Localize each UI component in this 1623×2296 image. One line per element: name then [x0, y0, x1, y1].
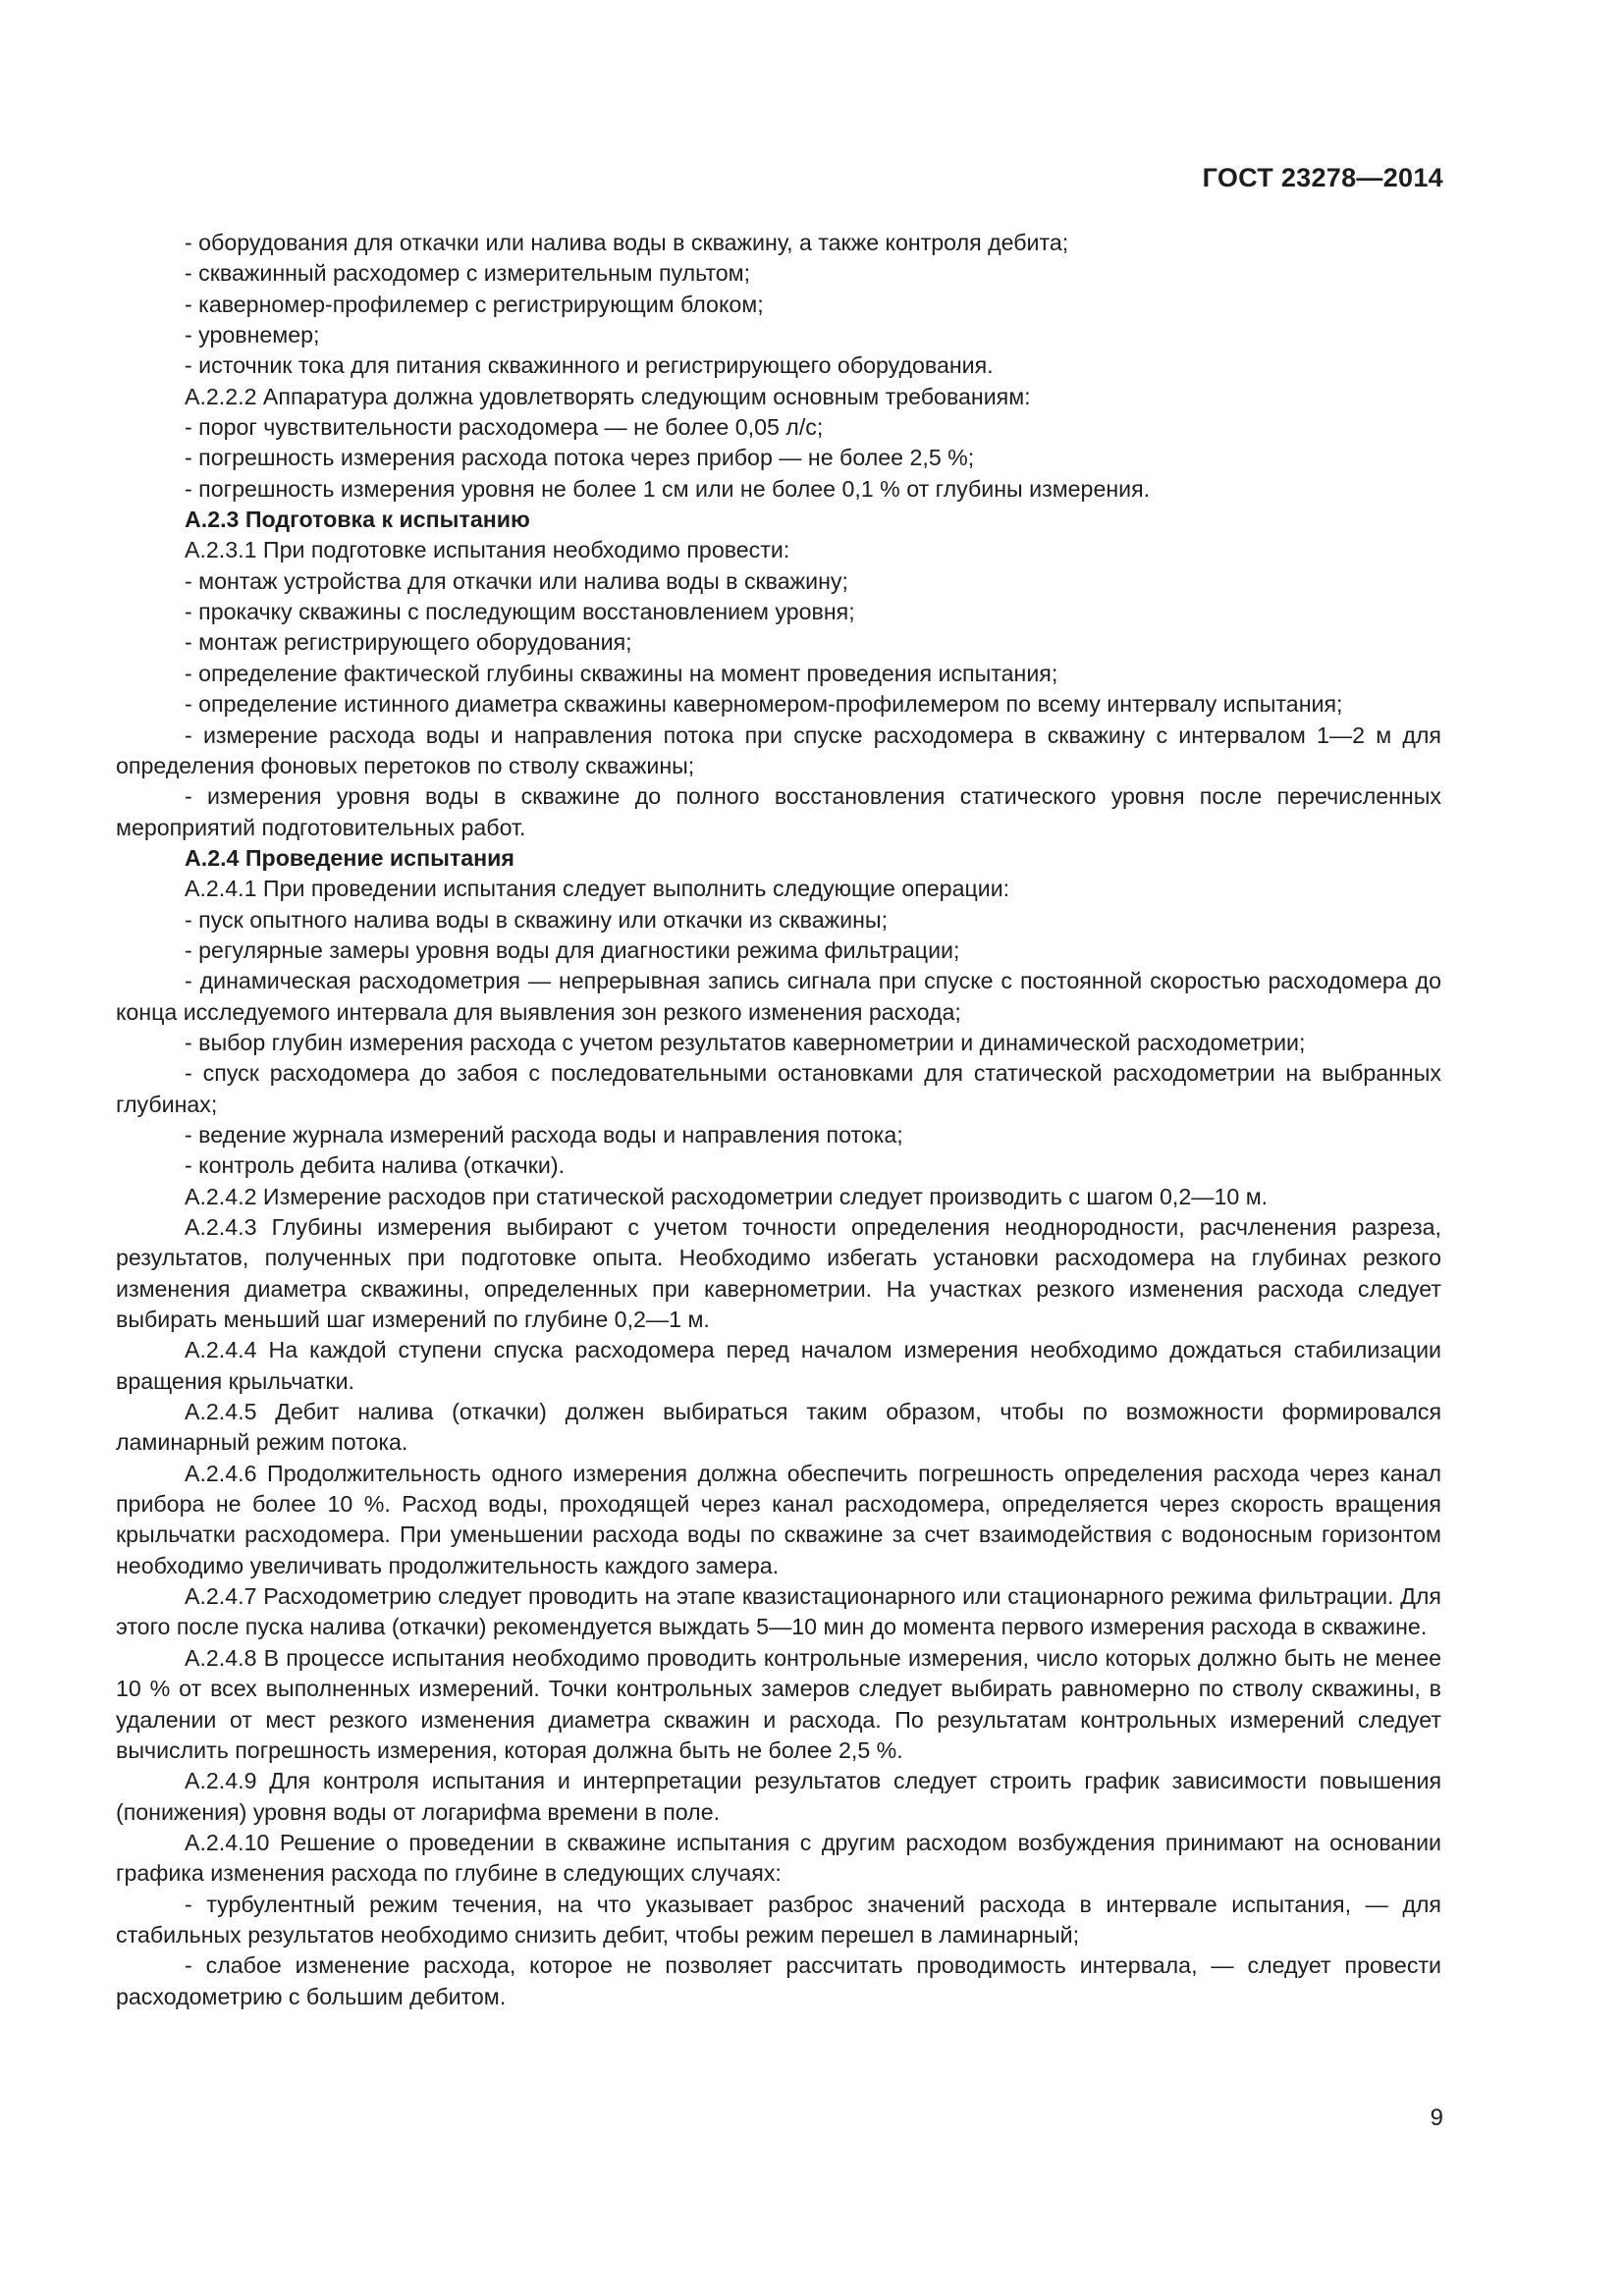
document-body [116, 228, 1441, 2012]
paragraph: - монтаж устройства для откачки или налива воды в скважину; [185, 567, 848, 594]
paragraph: - оборудования для откачки или налива воды в скважину, а также контроля дебита; [185, 230, 1069, 255]
page-number: 9 [1430, 2105, 1443, 2131]
document-code: ГОСТ 23278—2014 [1202, 163, 1443, 192]
paragraph: А.2.4.7 Расходометрию следует проводить на этапе квазистационарного или стационарного режима фильтрации. Для этого после пуска налива (откачки) рекомендуется выждать 5—10 мин до момента первого измерения расхода в скважине. [116, 1583, 1441, 1640]
paragraph: - погрешность измерения уровня не более 1 см или не более 0,1 % от глубины измерения. [185, 475, 1151, 502]
paragraph: - прокачку скважины с последующим восстановлением уровня; [185, 599, 855, 625]
paragraph: - контроль дебита налива (откачки). [185, 1152, 566, 1179]
paragraph: - уровнемер; [185, 322, 320, 348]
paragraph: А.2.4.6 Продолжительность одного измерения должна обеспечить погрешность определения расхода через канал прибора не более 10 %. Расход воды, проходящей через канал расходомера, определяется через скорость вращения крыльчатки расходомера. При уменьшении расхода воды по скважине за счет взаимодействия с водоносным горизонтом необходимо увеличивать продолжительность каждого замера. [116, 1460, 1441, 1578]
paragraph: - динамическая расходометрия — непрерывная запись сигнала при спуске с постоянной скоростью расходомера до конца исследуемого интервала для выявления зон резкого изменения расхода; [116, 968, 1441, 1025]
paragraph: - турбулентный режим течения, на что указывает разброс значений расхода в интервале испытания, — для стабильных результатов необходимо снизить дебит, чтобы режим перешел в ламинарный; [116, 1891, 1441, 1948]
paragraph: - слабое изменение расхода, которое не позволяет рассчитать проводимость интервала, — следует провести расходометрию с большим дебитом. [116, 1952, 1441, 2009]
paragraph: - регулярные замеры уровня воды для диагностики режима фильтрации; [185, 936, 960, 963]
paragraph: А.2.4.2 Измерение расходов при статической расходометрии следует производить с шагом 0,2—10 м. [185, 1183, 1269, 1209]
paragraph: - скважинный расходомер с измерительным пультом; [185, 260, 751, 287]
paragraph: - источник тока для питания скважинного и регистрирующего оборудования. [185, 352, 994, 379]
paragraph: - измерение расхода воды и направления потока при спуске расходомера в скважину с интервалом 1—2 м для определения фоновых перетоков по стволу скважины; [116, 721, 1441, 778]
paragraph: - определение фактической глубины скважины на момент проведения испытания; [185, 660, 1058, 686]
paragraph: - каверномер-профилемер с регистрирующим блоком; [185, 291, 764, 317]
paragraph: А.2.4.8 В процессе испытания необходимо проводить контрольные измерения, число которых должно быть не менее 10 % от всех выполненных измерений. Точки контрольных замеров следует выбирать равномерно по стволу скважины, в удалении от мест резкого изменения диаметра скважин и расхода. По результатам контрольных измерений следует вычислить погрешность измерения, которая должна быть не более 2,5 %. [116, 1644, 1441, 1763]
paragraph: - погрешность измерения расхода потока через прибор — не более 2,5 %; [185, 445, 975, 471]
section-heading: А.2.3 Подготовка к испытанию [185, 507, 530, 533]
paragraph: - пуск опытного налива воды в скважину или откачки из скважины; [185, 906, 889, 933]
paragraph: А.2.4.3 Глубины измерения выбирают с учетом точности определения неоднородности, расчленения разреза, результатов, полученных при подготовке опыта. Необходимо избегать установки расходомера на глубинах резкого изменения диаметра скважины, определенных при кавернометрии. На участках резкого изменения расхода следует выбирать меньший шаг измерений по глубине 0,2—1 м. [116, 1214, 1441, 1333]
paragraph: А.2.4.4 На каждой ступени спуска расходомера перед началом измерения необходимо дождаться стабилизации вращения крыльчатки. [116, 1337, 1441, 1394]
paragraph: - порог чувствительности расходомера — не более 0,05 л/с; [185, 414, 824, 441]
paragraph: - выбор глубин измерения расхода с учетом результатов кавернометрии и динамической расходометрии; [185, 1029, 1306, 1055]
paragraph: А.2.2.2 Аппаратура должна удовлетворять следующим основным требованиям: [185, 383, 1031, 409]
paragraph: А.2.4.10 Решение о проведении в скважине испытания с другим расходом возбуждения принимают на основании графика изменения расхода по глубине в следующих случаях: [116, 1829, 1441, 1887]
paragraph: А.2.3.1 При подготовке испытания необходимо провести: [185, 537, 790, 563]
paragraph: А.2.4.5 Дебит налива (откачки) должен выбираться таким образом, чтобы по возможности формировался ламинарный режим потока. [116, 1399, 1441, 1456]
paragraph: А.2.4.1 При проведении испытания следует выполнить следующие операции: [185, 876, 1010, 902]
paragraph: - измерения уровня воды в скважине до полного восстановления статического уровня после перечисленных мероприятий подготовительных работ. [116, 783, 1441, 840]
paragraph: - спуск расходомера до забоя с последовательными остановками для статической расходометрии на выбранных глубинах; [116, 1060, 1441, 1117]
section-heading: А.2.4 Проведение испытания [185, 844, 514, 871]
paragraph: А.2.4.9 Для контроля испытания и интерпретации результатов следует строить график зависимости повышения (понижения) уровня воды от логарифма времени в поле. [116, 1768, 1441, 1825]
paragraph: - ведение журнала измерений расхода воды и направления потока; [185, 1121, 903, 1148]
paragraph: - монтаж регистрирующего оборудования; [185, 629, 632, 656]
paragraph: - определение истинного диаметра скважины каверномером-профилемером по всему интервалу испытания; [185, 691, 1343, 718]
